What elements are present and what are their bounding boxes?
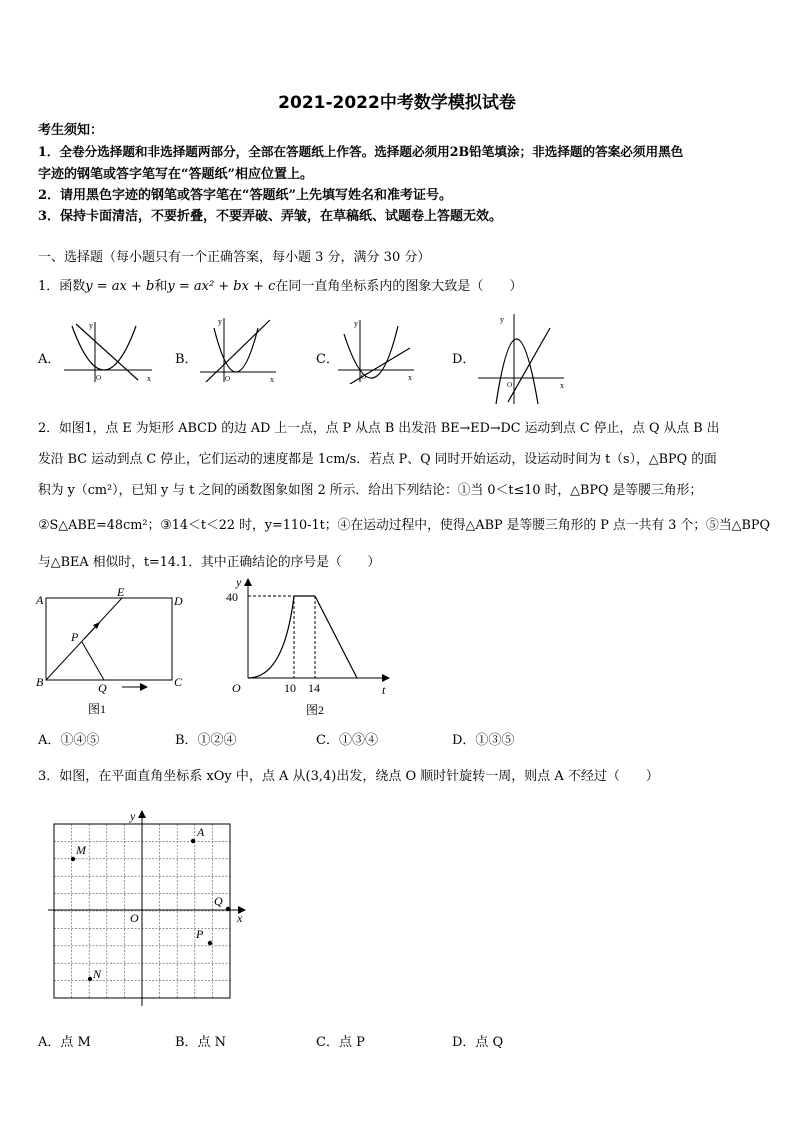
fig1-label-a: A (36, 593, 44, 607)
q1-option-d[interactable]: D． (452, 352, 476, 367)
q3-point-p: P (196, 927, 204, 941)
q1c-x-label: x (408, 373, 412, 382)
question-1-stem (38, 275, 522, 294)
q2-line-1: 2．如图1，点 E 为矩形 ABCD 的边 AD 上一点，点 P 从点 B 出发沿 BE→ED→DC 运动到点 C 停止，点 Q 从点 B 出 (38, 421, 720, 436)
q1c-origin: O (361, 373, 367, 381)
fig2-origin: O (232, 681, 241, 695)
fig1-label-d: D (174, 594, 183, 608)
q1-and: 和 (154, 279, 168, 294)
q1b-y-label: y (218, 317, 222, 326)
q3-stem-pre: 3．如图，在平面直角坐标系 xOy 中，点 A 从 (38, 769, 306, 784)
q3-origin: O (130, 911, 139, 925)
q3-option-c[interactable]: C．点 P (316, 1035, 365, 1050)
fig2-tick-14: 14 (308, 681, 320, 695)
q1a-origin: O (96, 374, 102, 382)
q2-option-c[interactable]: C．①③④ (316, 733, 378, 748)
q2-line-2: 发沿 BC 运动到点 C 停止，它们运动的速度都是 1cm/s．若点 P、Q 同时开始运动，设运动时间为 t（s），△BPQ 的面 (38, 452, 717, 467)
fig1-caption: 图1 (88, 702, 107, 716)
fig2-tick-10: 10 (284, 681, 296, 695)
q2-line-3: 积为 y（cm²），已知 y 与 t 之间的函数图象如图 2 所示．给出下列结论：①当 0＜t≤10 时，△BPQ 是等腰三角形； (38, 483, 703, 498)
q3-option-b[interactable]: B．点 N (175, 1035, 227, 1050)
q1-graph-a (62, 318, 156, 384)
q3-point-a: A (197, 825, 205, 839)
fig2-tick-40: 40 (226, 590, 238, 604)
q1-func1: y = ax + b (85, 279, 155, 294)
q3-point-n: N (93, 967, 102, 981)
q1c-y-label: y (354, 319, 358, 328)
q1d-x-label: x (560, 381, 564, 390)
q3-option-a[interactable]: A．点 M (38, 1035, 91, 1050)
fig1-label-c: C (174, 675, 183, 689)
q1-option-c[interactable]: C． (316, 352, 339, 367)
q1-graph-d (476, 312, 570, 406)
notice-line-2: 字迹的钢笔或答字笔写在“答题纸”相应位置上。 (38, 167, 313, 182)
q2-option-d[interactable]: D．①③⑤ (452, 733, 515, 748)
q3-point: (3,4) (305, 769, 337, 784)
notice-line-1: 1．全卷分选择题和非选择题两部分，全部在答题纸上作答。选择题必须用2B铅笔填涂；非选择题的答案必须用黑色 (38, 144, 684, 159)
question-3-stem (38, 765, 659, 784)
page-title: 2021-2022中考数学模拟试卷 (278, 93, 516, 113)
q2-line-4: ②S△ABE=48cm²；③14＜t＜22 时，y=110-1t；④在运动过程中，使得△ABP 是等腰三角形的 P 点一共有 3 个；⑤当△BPQ (38, 518, 770, 533)
q1-stem-post: 在同一直角坐标系内的图象大致是（ ） (275, 279, 523, 294)
q3-x-label: x (237, 911, 243, 925)
q2-line-5: 与△BEA 相似时，t=14.1．其中正确结论的序号是（ ） (38, 555, 381, 570)
fig1-label-p: P (71, 630, 79, 644)
fig2-caption: 图2 (306, 703, 325, 717)
q1-option-a[interactable]: A． (38, 352, 61, 367)
fig2-y-label: y (236, 575, 242, 589)
q1-graph-b (198, 316, 282, 384)
notice-heading: 考生须知： (38, 123, 104, 138)
q1a-x-label: x (147, 374, 151, 383)
fig1-label-q: Q (98, 681, 107, 695)
q1-option-b[interactable]: B． (175, 352, 198, 367)
q3-coordinate-grid (44, 806, 254, 1012)
q1b-x-label: x (270, 375, 274, 384)
fig1-label-b: B (36, 675, 44, 689)
q2-figure-1 (34, 584, 194, 720)
q1-graph-c (336, 318, 420, 384)
q2-option-b[interactable]: B．①②④ (175, 733, 237, 748)
q1-func2: y = ax² + bx + c (167, 279, 276, 294)
q1a-y-label: y (89, 321, 93, 330)
notice-line-3: 2．请用黑色字迹的钢笔或答字笔在“答题纸”上先填写姓名和准考证号。 (38, 188, 453, 203)
q1d-y-label: y (500, 315, 504, 324)
q1d-origin: O (507, 381, 513, 389)
q1-stem-pre: 1．函数 (38, 279, 86, 294)
section-heading: 一、选择题（每小题只有一个正确答案，每小题 3 分，满分 30 分） (38, 250, 431, 265)
notice-line-4: 3．保持卡面清洁，不要折叠，不要弄破、弄皱，在草稿纸、试题卷上答题无效。 (38, 209, 503, 224)
q2-figure-2 (222, 574, 398, 720)
q2-option-a[interactable]: A．①④⑤ (38, 733, 100, 748)
q3-point-q: Q (214, 894, 223, 908)
q3-y-label: y (130, 809, 136, 823)
fig2-t-label: t (382, 683, 386, 697)
q3-stem-post: 出发，绕点 O 顺时针旋转一周，则点 A 不经过（ ） (336, 769, 659, 784)
q3-point-m: M (76, 843, 86, 857)
fig1-label-e: E (117, 585, 125, 599)
q3-option-d[interactable]: D．点 Q (452, 1035, 504, 1050)
q1b-origin: O (225, 375, 231, 383)
